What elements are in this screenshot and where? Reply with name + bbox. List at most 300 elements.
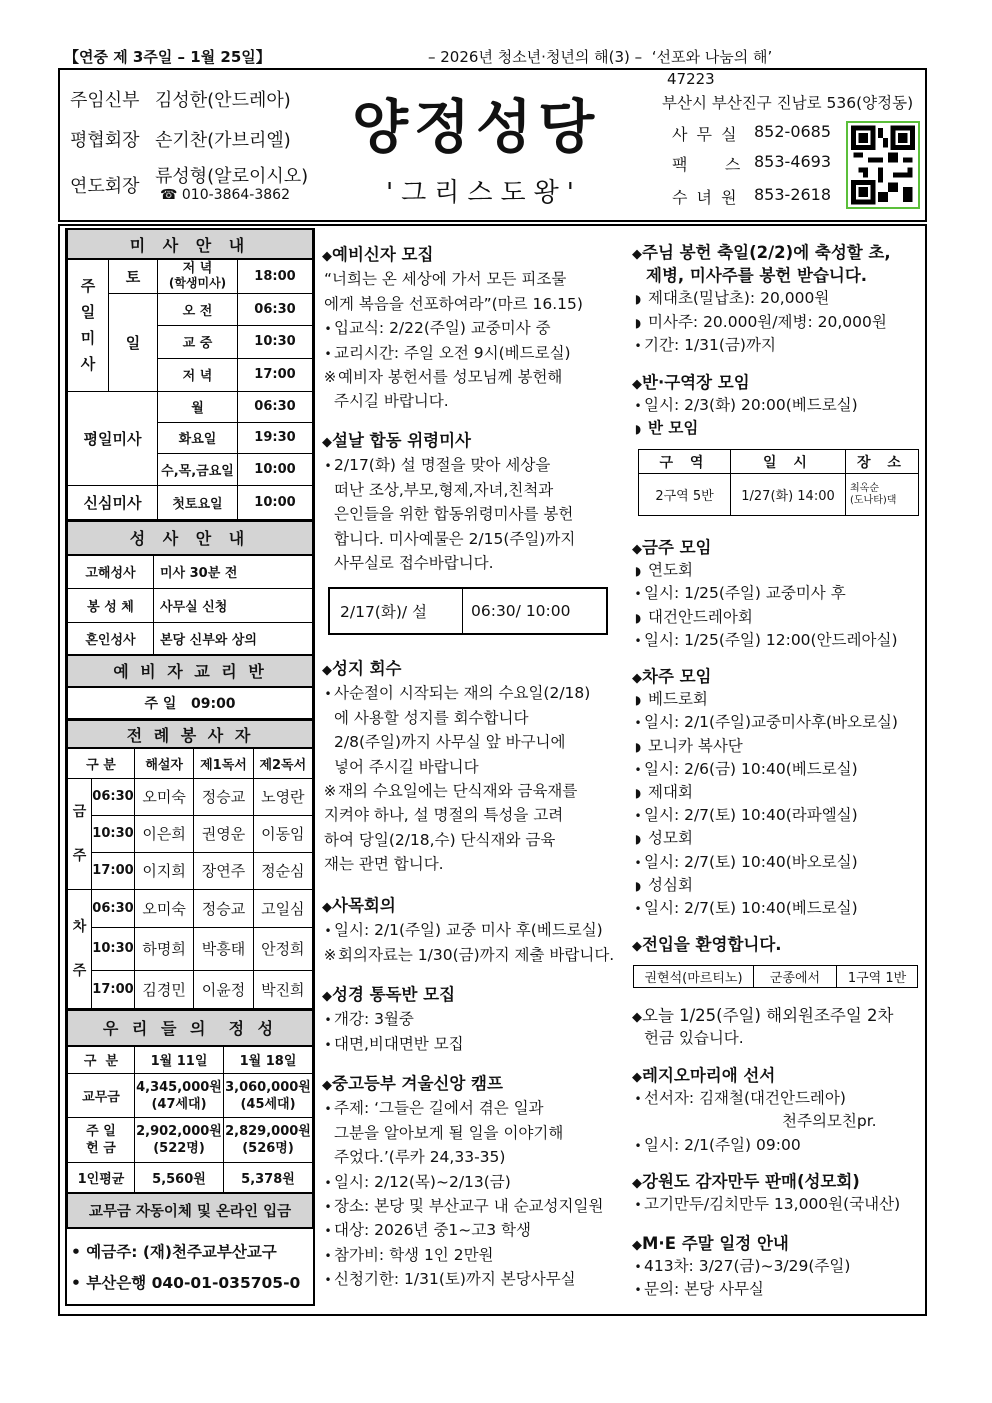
notice-text: 413차: 3/27(금)~3/29(주일)	[644, 1257, 851, 1276]
section-title-cont: 제병, 미사주를 봉헌 받습니다.	[646, 266, 868, 286]
notice-text: 고기만두/김치만두 13,000원(국내산)	[644, 1195, 901, 1214]
contact-number: 852-0685	[754, 122, 832, 141]
half-circle-bullet-icon: ◗	[634, 832, 642, 847]
notice-line	[322, 730, 617, 754]
notice-text: 예비자 봉헌서를 성모님께 봉헌해	[338, 367, 563, 386]
notice-text: 일시: 1/25(주일) 교중미사 후	[644, 584, 846, 603]
minister-name: 노영란	[253, 778, 312, 815]
notice-line	[322, 1194, 617, 1218]
notice-line	[632, 1087, 924, 1110]
notice-text: 장소: 본당 및 부산교구 내 순교성지일원	[334, 1196, 604, 1215]
week-label	[68, 778, 92, 889]
notice-line	[322, 1218, 617, 1242]
bullet-icon: •	[324, 1175, 332, 1190]
bullet-icon: •	[634, 1198, 642, 1213]
notice-text: 성모회	[648, 829, 693, 848]
bullet-icon: •	[324, 1248, 332, 1263]
seollal-mass-box	[328, 587, 608, 635]
contact-number: 853-2618	[754, 185, 832, 204]
offering-label: 헌 금	[86, 1141, 116, 1156]
section-title-text: 성지 회수	[332, 659, 402, 678]
amount: 5,378원	[224, 1163, 313, 1193]
diamond-bullet-icon: ◆	[322, 663, 332, 678]
notice-text: 신청기한: 1/31(토)까지 본당사무실	[334, 1270, 576, 1289]
notice-line	[632, 606, 924, 629]
section-title-text: 오늘 1/25(주일) 해외원조주일 2차	[642, 1006, 894, 1025]
staff-role: 평협회장	[70, 130, 140, 151]
minister-name: 권영운	[194, 815, 253, 852]
notice-text: 에게 복음을 선포하여라”(마르 16.15)	[324, 294, 583, 313]
notice-text: 대면,비대면반 모집	[334, 1034, 464, 1053]
minister-name: 정승교	[194, 889, 253, 927]
ban-meeting-table	[638, 449, 919, 516]
notice-line	[632, 1110, 924, 1133]
patron-title: '그리스도왕'	[386, 178, 582, 208]
ban-area: 2구역 5반	[639, 474, 731, 516]
newcomer-area: 1구역 1반	[837, 966, 918, 988]
contact-label: 팩 스	[672, 155, 743, 174]
notice-line	[322, 828, 617, 852]
bullet-icon: •	[634, 1138, 642, 1153]
notice-text: 에 사용할 성지를 회수합니다	[334, 708, 529, 727]
notice-text: 일시: 2/3(화) 20:00(베드로실)	[644, 396, 858, 415]
col-header: 장 소	[846, 450, 919, 474]
section-title-text: 차주 모임	[642, 667, 712, 686]
people: (522명)	[153, 1141, 205, 1156]
seollal-times: 06:30/ 10:00	[471, 602, 571, 620]
minister-name: 박진희	[253, 970, 312, 1008]
col-header: 해설자	[135, 748, 194, 778]
section-title-text: 설날 합동 위령미사	[332, 431, 472, 450]
notice-section	[632, 536, 924, 652]
section-title	[632, 1004, 924, 1027]
notice-line	[632, 827, 924, 850]
notice-line	[632, 287, 924, 310]
section-title-text: 중고등부 겨울신앙 캠프	[332, 1074, 503, 1093]
staff-name: 류성형(알로이시오)	[155, 166, 309, 187]
mass-name: 화요일	[158, 422, 238, 453]
mass-time: 17:00	[238, 358, 313, 391]
notice-text: 떠난 조상,부모,형제,자녀,친척과	[334, 480, 554, 499]
half-circle-bullet-icon: ◗	[634, 315, 642, 330]
week-label-text: 차주	[72, 918, 87, 979]
notice-line	[322, 918, 617, 942]
diamond-bullet-icon: ◆	[632, 939, 642, 954]
notice-section	[632, 241, 924, 357]
notice-text: 제대회	[648, 782, 693, 801]
bullet-icon: •	[324, 1273, 332, 1288]
bullet-icon: •	[634, 338, 642, 353]
week-label	[68, 889, 92, 1008]
notice-line	[322, 1267, 617, 1291]
bullet-icon: •	[634, 399, 642, 414]
devotion-mass-label: 신심미사	[68, 485, 158, 519]
notice-line	[632, 1134, 924, 1157]
sunday-label: 일	[109, 293, 158, 391]
notice-text: 제대초(밀납초): 20,000원	[648, 289, 830, 308]
bullet-icon: •	[634, 1092, 642, 1107]
minister-name: 오미숙	[135, 778, 194, 815]
half-circle-bullet-icon: ◗	[634, 739, 642, 754]
contact-label: 사 무 실	[672, 125, 739, 144]
minister-name: 정승교	[194, 778, 253, 815]
section-title-text: 금주 모임	[642, 538, 712, 557]
bullet-icon: •	[324, 1037, 332, 1052]
col-header: 제2독서	[253, 748, 312, 778]
mass-time: 10:00	[238, 485, 313, 519]
staff-phone: ☎ 010-3864-3862	[160, 187, 290, 203]
section-title	[322, 894, 617, 918]
notice-line	[632, 394, 924, 417]
bank-title: 교무금 자동이체 및 온라인 입금	[68, 1193, 313, 1228]
notice-text: 대상: 2026년 중1~고3 학생	[334, 1221, 531, 1240]
notice-text: 일시: 2/7(토) 10:40(바오로실)	[644, 852, 858, 871]
section-title	[632, 1232, 924, 1255]
section-title	[632, 665, 924, 688]
ministers-table	[67, 719, 313, 1009]
weekday-mass-label: 평일미사	[68, 391, 158, 485]
newcomer-from: 군종에서	[754, 966, 837, 988]
minister-name: 이지희	[135, 852, 194, 889]
section-title	[322, 1072, 617, 1096]
account-holder: • 예금주: (재)천주교부산교구	[71, 1242, 277, 1261]
notice-line	[322, 551, 617, 575]
notice-text: 베드로회	[648, 690, 708, 709]
bullet-icon: •	[324, 1013, 332, 1028]
mass-sub: (학생미사)	[168, 275, 227, 290]
mass-name: 저 녁	[182, 260, 213, 276]
section-title	[322, 983, 617, 1007]
notice-line	[322, 779, 617, 803]
notice-line	[632, 629, 924, 652]
half-circle-bullet-icon: ◗	[634, 878, 642, 893]
notice-line	[322, 1007, 617, 1031]
notice-text: 미사주: 20.000원/제병: 20,000원	[648, 312, 887, 331]
section-title-text: 사목회의	[332, 896, 396, 915]
notice-text: 일시: 2/7(토) 10:40(베드로실)	[644, 898, 858, 917]
notice-text: 주었다.’(루카 24,33-35)	[334, 1148, 506, 1167]
bullet-icon: •	[634, 901, 642, 916]
col-header: 제1독서	[194, 748, 253, 778]
notice-line	[322, 527, 617, 551]
mass-time: 10:30	[92, 927, 135, 970]
section-title	[632, 1170, 924, 1193]
notice-section	[322, 429, 617, 575]
diamond-bullet-icon: ◆	[632, 1070, 642, 1085]
section-title-text: 예비신자 모집	[332, 245, 434, 264]
mass-time: 06:30	[92, 778, 135, 815]
notice-line	[322, 943, 617, 967]
sacrament-name: 혼인성사	[68, 623, 154, 655]
col-header: 구 역	[639, 450, 731, 474]
notice-line	[322, 1096, 617, 1120]
bullet-icon: •	[634, 855, 642, 870]
notice-text: 회의자료는 1/30(금)까지 제출 바랍니다.	[338, 945, 615, 964]
notice-text: 지켜야 하나, 설 명절의 특성을 고려	[324, 806, 564, 825]
half-circle-bullet-icon: ◗	[634, 610, 642, 625]
section-title-text: 전입을 환영합니다.	[642, 935, 782, 954]
notice-line	[632, 1255, 924, 1278]
saturday-label: 토	[109, 259, 158, 293]
bullet-icon: •	[634, 587, 642, 602]
notice-text: 은인들을 위한 합동위령미사를 봉헌	[334, 505, 574, 524]
notice-line	[632, 334, 924, 357]
offerings-title: 우 리 들 의 정 성	[68, 1010, 313, 1046]
section-title-text: 강원도 감자만두 판매(성모회)	[642, 1172, 860, 1191]
notice-text: 교리시간: 주일 오전 9시(베드로실)	[334, 343, 571, 362]
notice-line	[322, 755, 617, 779]
notice-text: 그분을 알아보게 될 일을 이야기해	[334, 1123, 564, 1142]
households: (47세대)	[151, 1096, 207, 1112]
notice-text: “너희는 온 세상에 가서 모든 피조물	[324, 270, 567, 289]
bullet-icon: •	[634, 809, 642, 824]
sunday-mass-label-text: 주일미사	[80, 277, 96, 374]
sacrament-name: 고해성사	[68, 555, 154, 589]
notice-line	[632, 559, 924, 582]
notice-text: 재는 관면 합니다.	[324, 855, 444, 874]
offering-label: 주 일	[86, 1124, 116, 1139]
bullet-icon: •	[324, 924, 332, 939]
notice-line	[632, 804, 924, 827]
ban-host-place: (도나타)댁	[850, 494, 897, 506]
notice-text: 2/8(주일)까지 사무실 앞 바구니에	[334, 733, 566, 752]
minister-name: 고일심	[253, 889, 312, 927]
amount: 4,345,000원	[136, 1079, 222, 1095]
section-title	[632, 241, 924, 264]
mass-name: 저 녁	[158, 358, 238, 391]
col-header: 1월 18일	[224, 1046, 313, 1074]
notice-line	[322, 1032, 617, 1056]
notice-line	[322, 389, 617, 413]
notice-line	[632, 897, 924, 920]
notice-text: 일시: 2/1(주일)교중미사후(바오로실)	[644, 713, 898, 732]
diamond-bullet-icon: ◆	[632, 1238, 642, 1253]
mass-schedule-table	[67, 230, 313, 520]
amount: 5,560원	[135, 1163, 224, 1193]
minister-name: 이은희	[135, 815, 194, 852]
staff-role: 연도회장	[70, 176, 140, 197]
section-title	[632, 371, 924, 394]
notice-text: 문의: 본당 사무실	[644, 1280, 764, 1299]
offerings-table	[67, 1009, 313, 1229]
mass-time: 17:00	[92, 852, 135, 889]
minister-name: 정순심	[253, 852, 312, 889]
bullet-icon: •	[634, 1260, 642, 1275]
notice-text: 선서자: 김재철(대건안드레아)	[644, 1089, 846, 1108]
bullet-icon: •	[324, 1102, 332, 1117]
minister-name: 이동임	[253, 815, 312, 852]
section-title-text: 레지오마리애 선서	[642, 1066, 776, 1085]
amount: 3,060,000원	[225, 1079, 311, 1095]
notice-section	[322, 983, 617, 1056]
week-label: 【연중 제 3주일 – 1월 25일】	[64, 48, 271, 66]
notice-line	[322, 478, 617, 502]
reference-mark-icon: ※	[323, 781, 337, 800]
section-title-text: 주님 봉헌 축일(2/2)에 축성할 초,	[642, 243, 891, 262]
notice-text: 사무실로 접수바랍니다.	[334, 553, 494, 572]
notice-text: 합니다. 미사예물은 2/15(주일)까지	[334, 529, 576, 548]
notice-text: 일시: 2/6(금) 10:40(베드로실)	[644, 759, 858, 778]
reference-mark-icon: ※	[323, 945, 337, 964]
notice-text: 입교식: 2/22(주일) 교중미사 중	[334, 319, 551, 338]
week-label-text: 금주	[72, 803, 87, 864]
diamond-bullet-icon: ◆	[322, 900, 332, 915]
section-title-text: 반·구역장 모임	[642, 373, 750, 392]
notice-text: 일시: 1/25(주일) 12:00(안드레아실)	[644, 630, 898, 649]
minister-name: 박흥태	[194, 927, 253, 970]
notice-text: 재의 수요일에는 단식재와 금육재를	[338, 781, 578, 800]
minister-row	[68, 815, 313, 852]
bullet-icon: •	[634, 1283, 642, 1298]
minister-row	[68, 778, 313, 815]
diamond-bullet-icon: ◆	[632, 671, 642, 686]
notice-section	[632, 665, 924, 920]
bullet-icon: •	[634, 633, 642, 648]
minister-row	[68, 852, 313, 889]
notice-text: 하여 당일(2/18,수) 단식재와 금육	[324, 830, 556, 849]
notice-text: 일시: 2/7(토) 10:40(라파엘실)	[644, 806, 858, 825]
section-title	[632, 536, 924, 559]
notice-line	[322, 852, 617, 876]
minister-row	[68, 927, 313, 970]
notice-line	[632, 781, 924, 804]
mass-time: 18:00	[238, 259, 313, 293]
notice-section	[632, 933, 924, 956]
left-info-column	[65, 228, 315, 1306]
notice-section	[632, 1064, 924, 1157]
offering-label: 교무금	[68, 1074, 135, 1118]
notice-line	[322, 267, 617, 291]
bullet-icon: •	[634, 716, 642, 731]
mass-name: 오 전	[158, 293, 238, 325]
minister-name: 오미숙	[135, 889, 194, 927]
notice-line	[322, 365, 617, 389]
diamond-bullet-icon: ◆	[632, 1010, 642, 1025]
minister-name: 김경민	[135, 970, 194, 1008]
minister-row	[68, 889, 313, 927]
mass-time: 19:30	[238, 422, 313, 453]
notice-line	[632, 758, 924, 781]
sacrament-value: 미사 30분 전	[154, 555, 313, 589]
col-header: 구 분	[68, 748, 135, 778]
diamond-bullet-icon: ◆	[322, 989, 332, 1004]
sacrament-name: 봉 성 체	[68, 589, 154, 623]
notice-line	[322, 502, 617, 526]
staff-role: 주임신부	[70, 90, 140, 111]
notice-text: 성심회	[648, 875, 693, 894]
diamond-bullet-icon: ◆	[322, 435, 332, 450]
notice-line	[632, 417, 924, 440]
notice-line	[322, 316, 617, 340]
notice-text: 일시: 2/12(목)~2/13(금)	[334, 1172, 511, 1191]
ministers-title: 전 례 봉 사 자	[68, 720, 313, 748]
notice-line	[632, 874, 924, 897]
section-title-text: M·E 주말 일정 안내	[642, 1234, 789, 1253]
catechumen-title: 예 비 자 교 리 반	[68, 655, 313, 687]
diamond-bullet-icon: ◆	[632, 377, 642, 392]
mass-title: 미 사 안 내	[68, 230, 313, 259]
address: 부산시 부산진구 진남로 536(양정동)	[662, 94, 914, 112]
half-circle-bullet-icon: ◗	[634, 564, 642, 579]
qr-code[interactable]	[846, 121, 920, 209]
notice-line	[632, 1278, 924, 1301]
notice-line	[322, 1145, 617, 1169]
notice-text: 일시: 2/1(주일) 09:00	[644, 1135, 801, 1154]
col-header: 구 분	[68, 1046, 135, 1074]
welcome-table	[633, 965, 918, 988]
mass-time: 17:00	[92, 970, 135, 1008]
contact-number: 853-4693	[754, 152, 832, 171]
section-title	[322, 429, 617, 453]
notice-line	[632, 582, 924, 605]
notice-line	[632, 851, 924, 874]
mass-name: 월	[158, 391, 238, 422]
section-title	[632, 1064, 924, 1087]
amount: 2,902,000원	[136, 1124, 222, 1139]
section-title	[322, 243, 617, 267]
mass-name: 교 중	[158, 325, 238, 358]
diamond-bullet-icon: ◆	[632, 542, 642, 557]
notice-line	[632, 1027, 924, 1050]
notice-line	[632, 1193, 924, 1216]
notice-line	[632, 311, 924, 334]
staff-name: 김성한(안드레아)	[155, 90, 291, 111]
year-theme: – 2026년 청소년·청년의 해(3) – ‘선포와 나눔의 해’	[428, 48, 773, 66]
sunday-mass-label	[68, 259, 109, 391]
sacrament-value: 본당 신부와 상의	[154, 623, 313, 655]
notice-line	[322, 292, 617, 316]
half-circle-bullet-icon: ◗	[634, 422, 642, 437]
minister-name: 이윤정	[194, 970, 253, 1008]
notice-line	[322, 706, 617, 730]
reference-mark-icon: ※	[323, 367, 337, 386]
minister-name: 안정희	[253, 927, 312, 970]
notice-line	[322, 341, 617, 365]
notice-line	[322, 803, 617, 827]
ban-host: 최옥순	[850, 482, 879, 494]
notice-section	[322, 894, 617, 967]
mass-name: 첫토요일	[158, 485, 238, 519]
notice-line	[632, 711, 924, 734]
newcomer-name: 권현석(마르티노)	[634, 966, 754, 988]
notice-text: 2/17(화) 설 명절을 맞아 세상을	[334, 456, 551, 475]
notice-line	[322, 1170, 617, 1194]
notice-text: 넣어 주시길 바랍니다	[334, 757, 479, 776]
catechumen-time: 주 일 09:00	[68, 687, 313, 719]
households: (45세대)	[240, 1096, 296, 1112]
notice-text: 연도회	[648, 561, 693, 580]
mass-time: 06:30	[238, 293, 313, 325]
notice-text: 사순절이 시작되는 재의 수요일(2/18)	[334, 684, 591, 703]
notice-text: 반 모임	[648, 419, 699, 438]
minister-name: 장연주	[194, 852, 253, 889]
bank-info	[67, 1229, 313, 1299]
church-name: 양정성당	[352, 93, 601, 161]
mass-time: 10:00	[238, 453, 313, 485]
section-title	[632, 933, 924, 956]
bullet-icon: •	[634, 762, 642, 777]
diamond-bullet-icon: ◆	[632, 1176, 642, 1191]
notice-section	[632, 1004, 924, 1050]
notice-section	[322, 657, 617, 877]
section-title	[322, 657, 617, 681]
bullet-icon: •	[324, 1224, 332, 1239]
diamond-bullet-icon: ◆	[322, 1078, 332, 1093]
mass-time: 06:30	[92, 889, 135, 927]
sacrament-table	[67, 520, 313, 720]
seollal-date: 2/17(화)/ 설	[330, 589, 463, 633]
half-circle-bullet-icon: ◗	[634, 292, 642, 307]
